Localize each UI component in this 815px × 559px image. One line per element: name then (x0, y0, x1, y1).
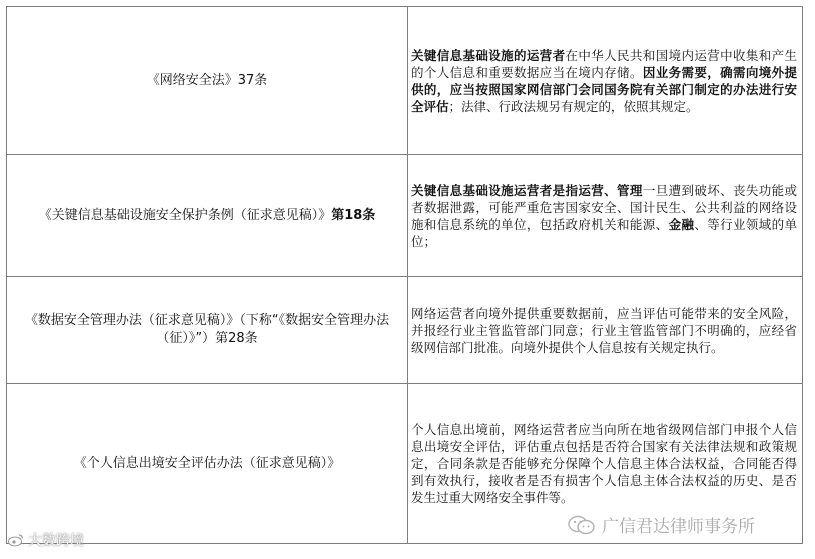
text-run: ；法律、行政法规另有规定的，依照其规定。 (448, 98, 699, 114)
law-content (408, 182, 802, 250)
law-content-cell (408, 277, 803, 384)
law-name (7, 455, 407, 473)
text-run: 一旦遭到破坏、丧失功能或者数据泄露，可能严重危害国家安全、国计民生、公共利益的网络设施和信息系统的单位，包括政府机关和能源、 (411, 182, 797, 232)
text-run: 《个人信息出境安全评估办法（征求意见稿）》 (73, 455, 341, 471)
text-run: 、等行业领域的单位； (411, 216, 797, 249)
watermark-left (8, 530, 84, 550)
law-content (408, 421, 802, 506)
law-name (7, 207, 407, 225)
watermark-left-text: 大数跨境 (28, 533, 84, 549)
emphasis-text: 关键信息基础设施的运营者 (411, 47, 566, 63)
table-row (7, 155, 803, 277)
text-run: 个人信息出境前，网络运营者应当向所在地省级网信部门申报个人信息出境安全评估，评估重点包括是否符合国家有关法律法规和政策规定，合同条款是否能够充分保障个人信息主体合法权益，合同能否得到有效执行，接收者是否有损害个人信息主体合法权益的历史、是否发生过重大网络安全事件等。 (411, 422, 797, 505)
weibo-icon (8, 533, 24, 547)
text-run: 网络运营者向境外提供重要数据前，应当评估可能带来的安全风险，并报经行业主管监管部门同意；行业主管监管部门不明确的，应经省级网信部门批准。向境外提供个人信息按有关规定执行。 (411, 305, 797, 355)
table-row (7, 7, 803, 155)
emphasis-text: 第18条 (331, 207, 376, 223)
law-content-cell (408, 7, 803, 155)
watermark-right (568, 512, 755, 537)
text-run: 在中华人民共和国境内运营中收集和产生的个人信息和重要数据应当在境内存储。 (411, 47, 797, 80)
watermark-right-text: 广信君达律师事务所 (602, 517, 755, 537)
law-name-cell (7, 7, 408, 155)
text-run: 《网络安全法》37条 (146, 72, 268, 88)
law-name (7, 312, 407, 348)
text-run: 《关键信息基础设施安全保护条例（征求意见稿）》 (38, 207, 332, 223)
law-name-cell (7, 277, 408, 384)
law-name-cell (7, 384, 408, 544)
text-run: 《数据安全管理办法（征求意见稿）》（下称“《数据安全管理办法（征）》”）第28条 (24, 313, 390, 346)
law-name (7, 72, 407, 90)
emphasis-text: 关键信息基础设施运营者是指运营、管理 (411, 182, 643, 198)
wechat-icon (568, 515, 596, 535)
law-content (408, 305, 802, 356)
regulation-table (6, 6, 803, 544)
emphasis-text: 因业务需要，确需向境外提供的，应当按照国家网信部门会同国务院有关部门制定的办法进行安全评估 (411, 64, 797, 114)
law-content-cell (408, 155, 803, 277)
emphasis-text: 金融 (668, 216, 695, 232)
law-name-cell (7, 155, 408, 277)
law-content (408, 47, 802, 115)
table-row (7, 277, 803, 384)
